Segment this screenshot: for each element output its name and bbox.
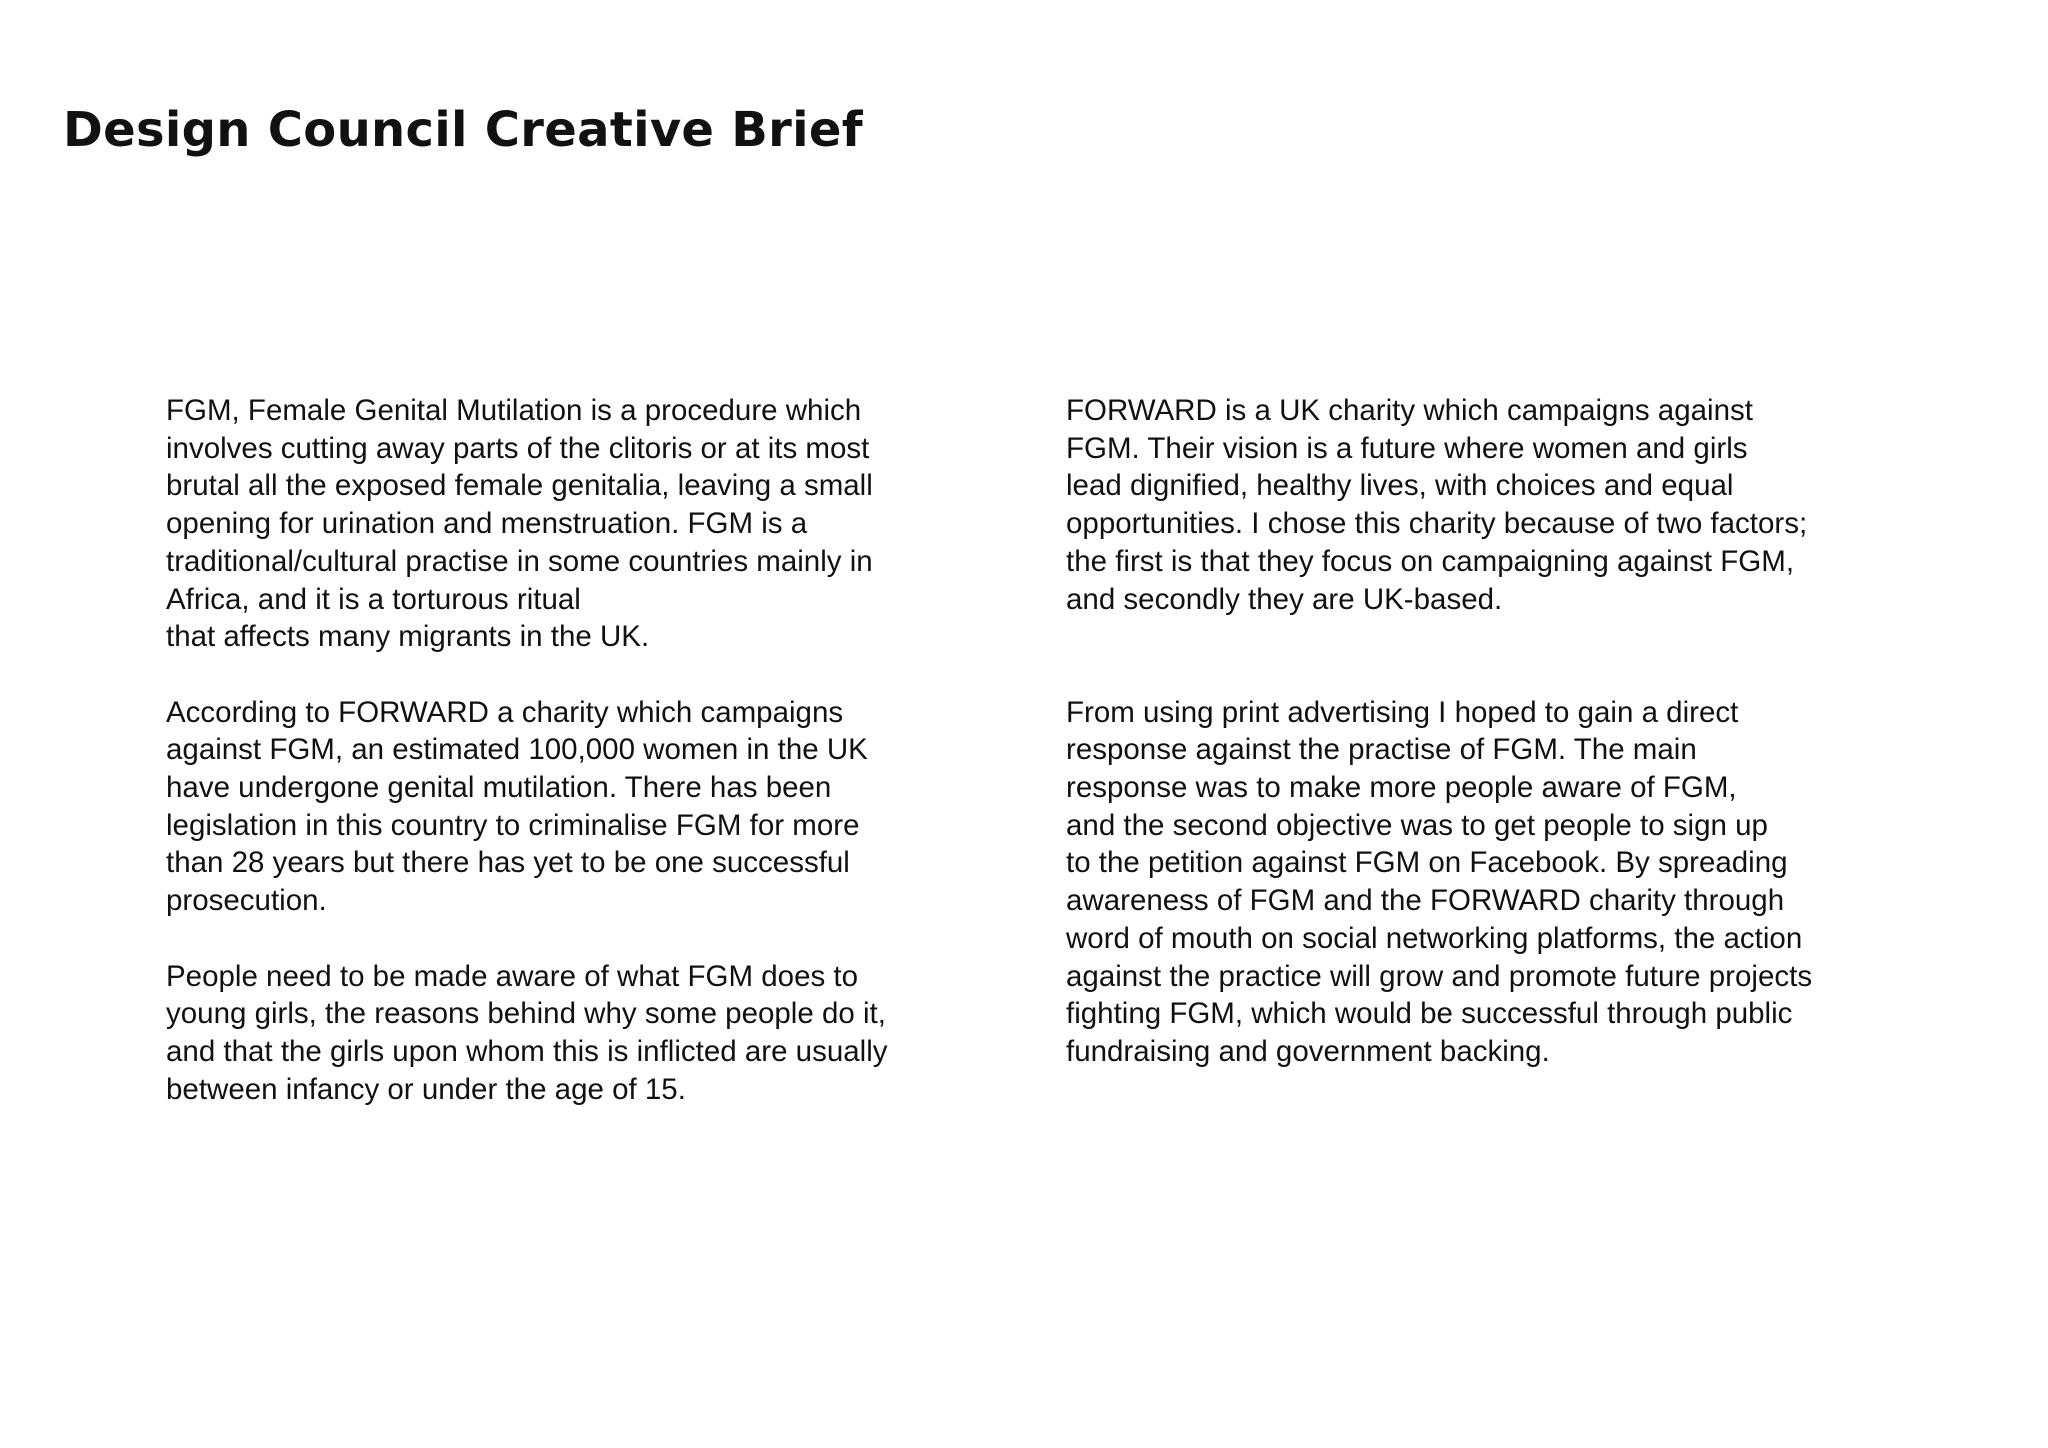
text-line: FGM. Their vision is a future where women and girls bbox=[1066, 431, 1748, 465]
text-line: opening for urination and menstruation. FGM is a bbox=[166, 507, 808, 541]
text-line: According to FORWARD a charity which campaigns bbox=[166, 695, 844, 729]
text-line: against FGM, an estimated 100,000 women in the UK bbox=[166, 733, 868, 767]
right-paragraph-1 bbox=[1066, 392, 1886, 656]
text-line: response against the practise of FGM. The main bbox=[1066, 733, 1697, 767]
blank-line bbox=[1066, 618, 1886, 656]
text-line: awareness of FGM and the FORWARD charity through bbox=[1066, 884, 1785, 918]
text-line: to the petition against FGM on Facebook. By spreading bbox=[1066, 846, 1788, 880]
text-line: than 28 years but there has yet to be one successful bbox=[166, 846, 850, 880]
left-paragraph-1 bbox=[166, 392, 966, 656]
text-line: involves cutting away parts of the clitoris or at its most bbox=[166, 431, 870, 465]
right-paragraph-2 bbox=[1066, 694, 1886, 1071]
left-paragraph-2 bbox=[166, 694, 966, 920]
right-column bbox=[1066, 392, 1886, 1108]
text-line: traditional/cultural practise in some countries mainly in bbox=[166, 544, 873, 578]
text-line: against the practice will grow and promote future projects bbox=[1066, 959, 1813, 993]
text-line: word of mouth on social networking platforms, the action bbox=[1066, 921, 1803, 955]
left-paragraph-3 bbox=[166, 958, 966, 1109]
text-line: and that the girls upon whom this is inflicted are usually bbox=[166, 1034, 888, 1068]
text-line: lead dignified, healthy lives, with choices and equal bbox=[1066, 469, 1734, 503]
text-line: and the second objective was to get people to sign up bbox=[1066, 808, 1768, 842]
text-line: that affects many migrants in the UK. bbox=[166, 620, 650, 654]
text-line: fundraising and government backing. bbox=[1066, 1034, 1550, 1068]
text-line: FORWARD is a UK charity which campaigns against bbox=[1066, 394, 1753, 427]
page-title: Design Council Creative Brief bbox=[63, 102, 863, 158]
text-line: legislation in this country to criminalise FGM for more bbox=[166, 808, 860, 842]
text-line: fighting FGM, which would be successful through public bbox=[1066, 997, 1793, 1031]
text-line: People need to be made aware of what FGM does to bbox=[166, 959, 859, 993]
text-line: prosecution. bbox=[166, 884, 327, 918]
text-line: brutal all the exposed female genitalia, leaving a small bbox=[166, 469, 873, 503]
text-line: From using print advertising I hoped to gain a direct bbox=[1066, 695, 1739, 729]
text-line: FGM, Female Genital Mutilation is a procedure which bbox=[166, 394, 862, 427]
text-line: between infancy or under the age of 15. bbox=[166, 1072, 686, 1106]
text-line: the first is that they focus on campaigning against FGM, bbox=[1066, 544, 1795, 578]
text-line: young girls, the reasons behind why some people do it, bbox=[166, 997, 886, 1031]
left-column bbox=[166, 392, 966, 1146]
text-line: have undergone genital mutilation. There has been bbox=[166, 771, 832, 805]
text-line: response was to make more people aware of FGM, bbox=[1066, 771, 1737, 805]
text-line: Africa, and it is a torturous ritual bbox=[166, 582, 581, 616]
text-line: and secondly they are UK-based. bbox=[1066, 582, 1503, 616]
text-line: opportunities. I chose this charity because of two factors; bbox=[1066, 507, 1808, 541]
